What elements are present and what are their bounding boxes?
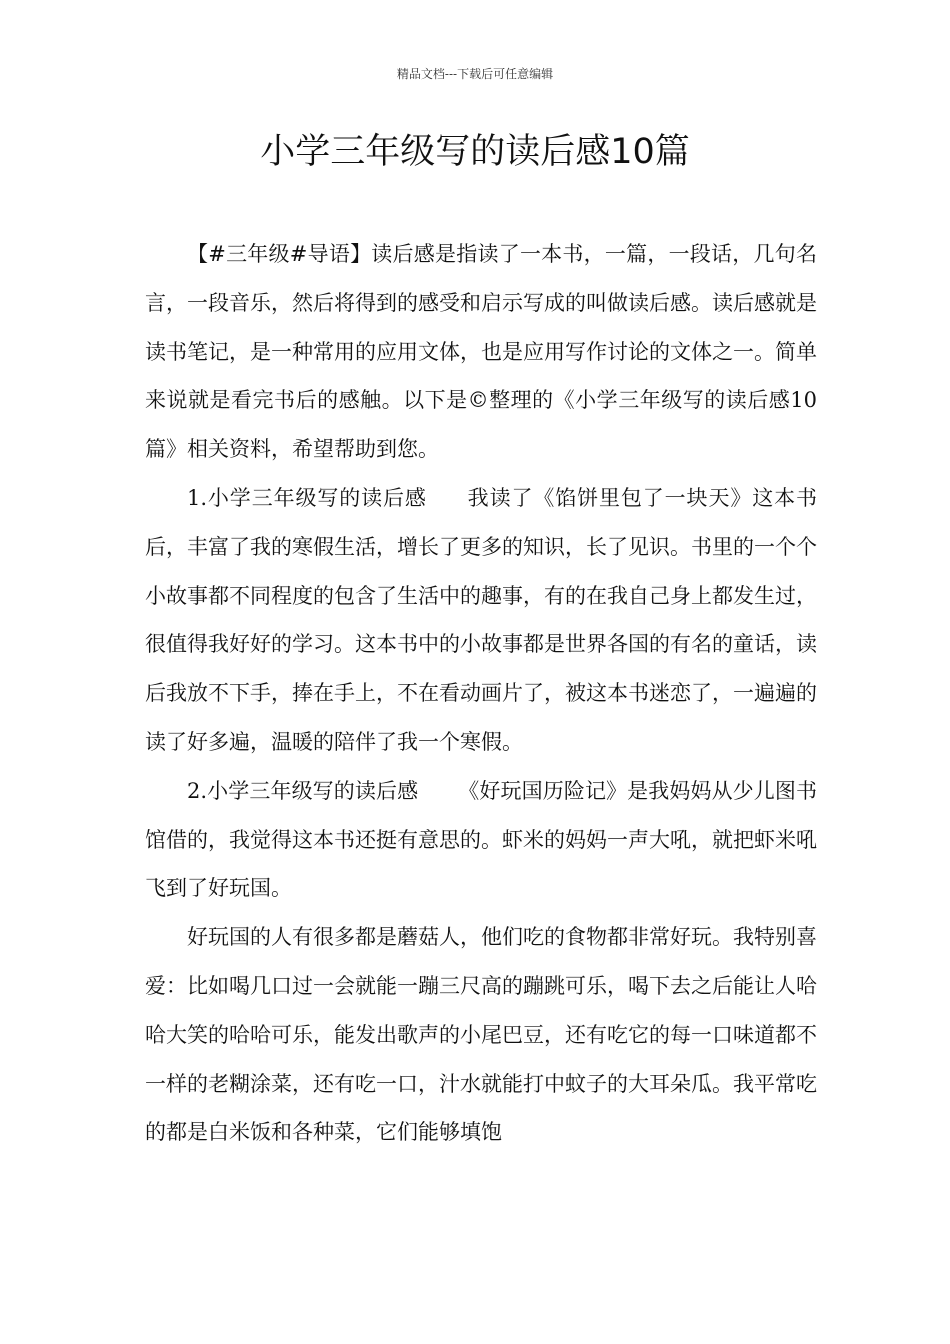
document-title: 小学三年级写的读后感10篇 <box>260 132 690 172</box>
intro-paragraph: 【#三年级#导语】读后感是指读了一本书，一篇，一段话，几句名言，一段音乐，然后将得到的感受和启示写成的叫做读后感。读后感就是读书笔记，是一种常用的应用文体，也是应用写作讨论的文体之一。简单来说就是看完书后的感触。以下是©整理的《小学三年级写的读后感10篇》相关资料，希望帮助到您。 <box>145 242 817 462</box>
document-body <box>145 230 817 1157</box>
section-1-paragraph <box>145 474 817 767</box>
section-2-heading: 2.小学三年级写的读后感 <box>187 778 419 803</box>
section-2-text: 《好玩国历险记》是我妈妈从少儿图书馆借的，我觉得这本书还挺有意思的。虾米的妈妈一声大吼，就把虾米吼飞到了好玩国。 <box>145 778 817 901</box>
section-1-heading: 1.小学三年级写的读后感 <box>187 485 427 510</box>
section-2-continued-paragraph: 好玩国的人有很多都是蘑菇人，他们吃的食物都非常好玩。我特别喜爱：比如喝几口过一会就能一蹦三尺高的蹦跳可乐，喝下去之后能让人哈哈大笑的哈哈可乐，能发出歌声的小尾巴豆，还有吃它的每一口味道都不一样的老糊涂菜，还有吃一口，汁水就能打中蚊子的大耳朵瓜。我平常吃的都是白米饭和各种菜，它们能够填饱 <box>145 925 817 1145</box>
section-1-text: 我读了《馅饼里包了一块天》这本书后，丰富了我的寒假生活，增长了更多的知识，长了见识。书里的一个个小故事都不同程度的包含了生活中的趣事，有的在我自己身上都发生过，很值得我好好的学习。这本书中的小故事都是世界各国的有名的童话，读后我放不下手，捧在手上，不在看动画片了，被这本书迷恋了，一遍遍的读了好多遍，温暖的陪伴了我一个寒假。 <box>145 485 817 754</box>
header-note: 精品文档---下载后可任意编辑 <box>396 67 554 81</box>
section-2-paragraph <box>145 767 817 913</box>
